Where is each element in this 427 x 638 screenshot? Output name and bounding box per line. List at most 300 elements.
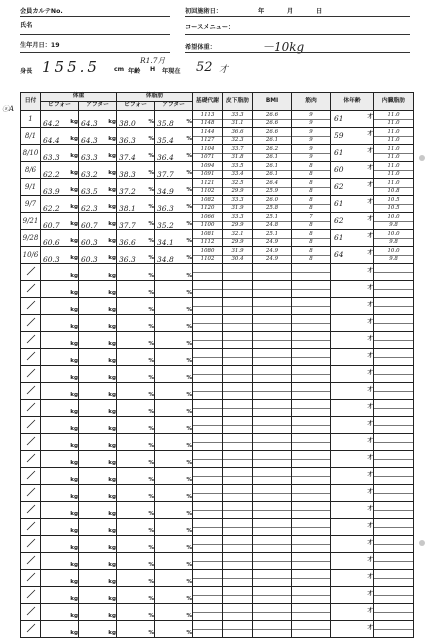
weight-after-cell[interactable] — [79, 621, 117, 638]
subq-cell[interactable] — [223, 485, 253, 502]
fat-before-cell[interactable] — [117, 519, 155, 536]
muscle-cell[interactable] — [292, 621, 331, 638]
visceral-cell[interactable] — [374, 111, 414, 128]
weight-before-cell[interactable] — [41, 281, 79, 298]
fat-after-cell[interactable] — [155, 587, 193, 604]
bmi-cell[interactable] — [253, 587, 292, 604]
date-cell[interactable] — [21, 264, 41, 281]
fat-before-cell[interactable] — [117, 570, 155, 587]
body-age-cell[interactable] — [331, 145, 374, 162]
bmi-cell[interactable] — [253, 332, 292, 349]
weight-after-cell[interactable] — [79, 196, 117, 213]
date-cell[interactable] — [21, 502, 41, 519]
visceral-cell[interactable] — [374, 604, 414, 621]
fat-before-cell[interactable] — [117, 128, 155, 145]
bmr-cell[interactable] — [193, 213, 223, 230]
body-age-cell[interactable] — [331, 213, 374, 230]
visceral-cell[interactable] — [374, 468, 414, 485]
visceral-cell[interactable] — [374, 315, 414, 332]
visceral-cell[interactable] — [374, 621, 414, 638]
subq-cell[interactable] — [223, 128, 253, 145]
bmr-cell[interactable] — [193, 451, 223, 468]
body-age-cell[interactable] — [331, 264, 374, 281]
fat-before-cell[interactable] — [117, 332, 155, 349]
fat-before-cell[interactable] — [117, 264, 155, 281]
subq-cell[interactable] — [223, 553, 253, 570]
fat-after-cell[interactable] — [155, 230, 193, 247]
weight-before-cell[interactable] — [41, 417, 79, 434]
weight-after-cell[interactable] — [79, 485, 117, 502]
subq-cell[interactable] — [223, 434, 253, 451]
weight-after-cell[interactable] — [79, 179, 117, 196]
fat-before-cell[interactable] — [117, 485, 155, 502]
body-age-cell[interactable] — [331, 298, 374, 315]
muscle-cell[interactable] — [292, 128, 331, 145]
muscle-cell[interactable] — [292, 111, 331, 128]
subq-cell[interactable] — [223, 332, 253, 349]
visceral-cell[interactable] — [374, 230, 414, 247]
fat-before-cell[interactable] — [117, 230, 155, 247]
bmi-cell[interactable] — [253, 468, 292, 485]
bmr-cell[interactable] — [193, 196, 223, 213]
weight-before-cell[interactable] — [41, 349, 79, 366]
fat-after-cell[interactable] — [155, 298, 193, 315]
bmi-cell[interactable] — [253, 162, 292, 179]
weight-after-cell[interactable] — [79, 434, 117, 451]
bmr-cell[interactable] — [193, 298, 223, 315]
bmi-cell[interactable] — [253, 111, 292, 128]
subq-cell[interactable] — [223, 383, 253, 400]
subq-cell[interactable] — [223, 264, 253, 281]
weight-before-cell[interactable] — [41, 264, 79, 281]
bmr-cell[interactable] — [193, 230, 223, 247]
fat-before-cell[interactable] — [117, 434, 155, 451]
date-cell[interactable] — [21, 434, 41, 451]
bmr-cell[interactable] — [193, 281, 223, 298]
bmi-cell[interactable] — [253, 621, 292, 638]
body-age-cell[interactable] — [331, 417, 374, 434]
weight-before-cell[interactable] — [41, 111, 79, 128]
fat-before-cell[interactable] — [117, 145, 155, 162]
weight-before-cell[interactable] — [41, 451, 79, 468]
bmr-cell[interactable] — [193, 485, 223, 502]
weight-after-cell[interactable] — [79, 502, 117, 519]
fat-after-cell[interactable] — [155, 451, 193, 468]
subq-cell[interactable] — [223, 111, 253, 128]
body-age-cell[interactable] — [331, 536, 374, 553]
date-cell[interactable]: 10/6 — [21, 247, 41, 264]
muscle-cell[interactable] — [292, 570, 331, 587]
fat-before-cell[interactable] — [117, 451, 155, 468]
subq-cell[interactable] — [223, 570, 253, 587]
fat-after-cell[interactable] — [155, 366, 193, 383]
visceral-cell[interactable] — [374, 332, 414, 349]
bmi-cell[interactable] — [253, 570, 292, 587]
weight-after-cell[interactable] — [79, 417, 117, 434]
visceral-cell[interactable] — [374, 536, 414, 553]
bmr-cell[interactable] — [193, 468, 223, 485]
visceral-cell[interactable] — [374, 383, 414, 400]
body-age-cell[interactable] — [331, 230, 374, 247]
weight-after-cell[interactable] — [79, 213, 117, 230]
bmr-cell[interactable] — [193, 417, 223, 434]
muscle-cell[interactable] — [292, 196, 331, 213]
bmi-cell[interactable] — [253, 519, 292, 536]
weight-after-cell[interactable] — [79, 247, 117, 264]
fat-after-cell[interactable] — [155, 400, 193, 417]
subq-cell[interactable] — [223, 196, 253, 213]
subq-cell[interactable] — [223, 349, 253, 366]
subq-cell[interactable] — [223, 502, 253, 519]
weight-before-cell[interactable] — [41, 485, 79, 502]
bmr-cell[interactable] — [193, 587, 223, 604]
fat-after-cell[interactable] — [155, 128, 193, 145]
fat-after-cell[interactable] — [155, 434, 193, 451]
fat-before-cell[interactable] — [117, 196, 155, 213]
weight-before-cell[interactable] — [41, 519, 79, 536]
subq-cell[interactable] — [223, 451, 253, 468]
bmr-cell[interactable] — [193, 434, 223, 451]
bmi-cell[interactable] — [253, 451, 292, 468]
subq-cell[interactable] — [223, 366, 253, 383]
bmr-cell[interactable] — [193, 383, 223, 400]
bmr-cell[interactable] — [193, 553, 223, 570]
weight-before-cell[interactable] — [41, 230, 79, 247]
bmi-cell[interactable] — [253, 247, 292, 264]
weight-after-cell[interactable] — [79, 451, 117, 468]
visceral-cell[interactable] — [374, 417, 414, 434]
muscle-cell[interactable] — [292, 213, 331, 230]
fat-before-cell[interactable] — [117, 468, 155, 485]
subq-cell[interactable] — [223, 145, 253, 162]
subq-cell[interactable] — [223, 213, 253, 230]
fat-after-cell[interactable] — [155, 247, 193, 264]
bmi-cell[interactable] — [253, 604, 292, 621]
date-cell[interactable]: 9/21 — [21, 213, 41, 230]
muscle-cell[interactable] — [292, 468, 331, 485]
visceral-cell[interactable] — [374, 247, 414, 264]
subq-cell[interactable] — [223, 519, 253, 536]
fat-before-cell[interactable] — [117, 298, 155, 315]
weight-after-cell[interactable] — [79, 264, 117, 281]
body-age-cell[interactable] — [331, 196, 374, 213]
fat-after-cell[interactable] — [155, 468, 193, 485]
bmi-cell[interactable] — [253, 485, 292, 502]
weight-before-cell[interactable] — [41, 434, 79, 451]
visceral-cell[interactable] — [374, 196, 414, 213]
visceral-cell[interactable] — [374, 366, 414, 383]
bmr-cell[interactable] — [193, 145, 223, 162]
weight-after-cell[interactable] — [79, 332, 117, 349]
weight-before-cell[interactable] — [41, 128, 79, 145]
subq-cell[interactable] — [223, 417, 253, 434]
body-age-cell[interactable] — [331, 485, 374, 502]
visceral-cell[interactable] — [374, 570, 414, 587]
bmi-cell[interactable] — [253, 400, 292, 417]
weight-after-cell[interactable] — [79, 587, 117, 604]
bmr-cell[interactable] — [193, 604, 223, 621]
fat-before-cell[interactable] — [117, 417, 155, 434]
weight-before-cell[interactable] — [41, 247, 79, 264]
body-age-cell[interactable] — [331, 366, 374, 383]
bmi-cell[interactable] — [253, 128, 292, 145]
fat-after-cell[interactable] — [155, 213, 193, 230]
bmi-cell[interactable] — [253, 553, 292, 570]
bmi-cell[interactable] — [253, 264, 292, 281]
body-age-cell[interactable] — [331, 604, 374, 621]
muscle-cell[interactable] — [292, 383, 331, 400]
bmr-cell[interactable] — [193, 570, 223, 587]
date-cell[interactable] — [21, 570, 41, 587]
subq-cell[interactable] — [223, 400, 253, 417]
date-cell[interactable] — [21, 604, 41, 621]
subq-cell[interactable] — [223, 230, 253, 247]
weight-after-cell[interactable] — [79, 230, 117, 247]
body-age-cell[interactable] — [331, 162, 374, 179]
bmi-cell[interactable] — [253, 315, 292, 332]
fat-after-cell[interactable] — [155, 417, 193, 434]
muscle-cell[interactable] — [292, 145, 331, 162]
weight-after-cell[interactable] — [79, 553, 117, 570]
weight-after-cell[interactable] — [79, 519, 117, 536]
muscle-cell[interactable] — [292, 417, 331, 434]
weight-after-cell[interactable] — [79, 366, 117, 383]
visceral-cell[interactable] — [374, 281, 414, 298]
visceral-cell[interactable] — [374, 179, 414, 196]
body-age-cell[interactable] — [331, 451, 374, 468]
fat-after-cell[interactable] — [155, 349, 193, 366]
date-cell[interactable] — [21, 587, 41, 604]
date-cell[interactable] — [21, 468, 41, 485]
weight-after-cell[interactable] — [79, 400, 117, 417]
bmi-cell[interactable] — [253, 502, 292, 519]
bmr-cell[interactable] — [193, 366, 223, 383]
weight-after-cell[interactable] — [79, 383, 117, 400]
fat-after-cell[interactable] — [155, 315, 193, 332]
weight-before-cell[interactable] — [41, 604, 79, 621]
bmi-cell[interactable] — [253, 213, 292, 230]
bmr-cell[interactable] — [193, 264, 223, 281]
bmi-cell[interactable] — [253, 145, 292, 162]
bmr-cell[interactable] — [193, 315, 223, 332]
fat-after-cell[interactable] — [155, 485, 193, 502]
body-age-cell[interactable] — [331, 587, 374, 604]
weight-before-cell[interactable] — [41, 502, 79, 519]
weight-before-cell[interactable] — [41, 621, 79, 638]
body-age-cell[interactable] — [331, 502, 374, 519]
muscle-cell[interactable] — [292, 230, 331, 247]
fat-before-cell[interactable] — [117, 315, 155, 332]
fat-before-cell[interactable] — [117, 247, 155, 264]
visceral-cell[interactable] — [374, 128, 414, 145]
muscle-cell[interactable] — [292, 434, 331, 451]
subq-cell[interactable] — [223, 536, 253, 553]
bmr-cell[interactable] — [193, 519, 223, 536]
date-cell[interactable]: 8/1 — [21, 128, 41, 145]
fat-after-cell[interactable] — [155, 553, 193, 570]
body-age-cell[interactable] — [331, 383, 374, 400]
date-cell[interactable]: 9/1 — [21, 179, 41, 196]
body-age-cell[interactable] — [331, 281, 374, 298]
fat-before-cell[interactable] — [117, 587, 155, 604]
visceral-cell[interactable] — [374, 434, 414, 451]
body-age-cell[interactable] — [331, 570, 374, 587]
fat-after-cell[interactable] — [155, 536, 193, 553]
subq-cell[interactable] — [223, 162, 253, 179]
visceral-cell[interactable] — [374, 298, 414, 315]
date-cell[interactable]: 9/7 — [21, 196, 41, 213]
muscle-cell[interactable] — [292, 315, 331, 332]
weight-after-cell[interactable] — [79, 349, 117, 366]
bmr-cell[interactable] — [193, 179, 223, 196]
bmr-cell[interactable] — [193, 247, 223, 264]
weight-before-cell[interactable] — [41, 145, 79, 162]
body-age-cell[interactable] — [331, 247, 374, 264]
visceral-cell[interactable] — [374, 502, 414, 519]
fat-after-cell[interactable] — [155, 145, 193, 162]
muscle-cell[interactable] — [292, 604, 331, 621]
muscle-cell[interactable] — [292, 298, 331, 315]
visceral-cell[interactable] — [374, 485, 414, 502]
fat-before-cell[interactable] — [117, 383, 155, 400]
bmi-cell[interactable] — [253, 366, 292, 383]
date-cell[interactable] — [21, 621, 41, 638]
fat-after-cell[interactable] — [155, 383, 193, 400]
weight-before-cell[interactable] — [41, 536, 79, 553]
visceral-cell[interactable] — [374, 519, 414, 536]
body-age-cell[interactable] — [331, 468, 374, 485]
weight-before-cell[interactable] — [41, 332, 79, 349]
fat-after-cell[interactable] — [155, 604, 193, 621]
body-age-cell[interactable] — [331, 315, 374, 332]
date-cell[interactable] — [21, 417, 41, 434]
visceral-cell[interactable] — [374, 400, 414, 417]
fat-after-cell[interactable] — [155, 111, 193, 128]
fat-before-cell[interactable] — [117, 604, 155, 621]
date-cell[interactable] — [21, 451, 41, 468]
bmr-cell[interactable] — [193, 332, 223, 349]
fat-after-cell[interactable] — [155, 332, 193, 349]
weight-before-cell[interactable] — [41, 553, 79, 570]
weight-after-cell[interactable] — [79, 570, 117, 587]
muscle-cell[interactable] — [292, 264, 331, 281]
muscle-cell[interactable] — [292, 247, 331, 264]
fat-after-cell[interactable] — [155, 570, 193, 587]
bmr-cell[interactable] — [193, 349, 223, 366]
weight-before-cell[interactable] — [41, 196, 79, 213]
bmr-cell[interactable] — [193, 621, 223, 638]
date-cell[interactable] — [21, 383, 41, 400]
weight-after-cell[interactable] — [79, 315, 117, 332]
bmi-cell[interactable] — [253, 179, 292, 196]
bmr-cell[interactable] — [193, 536, 223, 553]
bmi-cell[interactable] — [253, 298, 292, 315]
subq-cell[interactable] — [223, 315, 253, 332]
bmr-cell[interactable] — [193, 502, 223, 519]
fat-after-cell[interactable] — [155, 179, 193, 196]
body-age-cell[interactable] — [331, 621, 374, 638]
date-cell[interactable] — [21, 281, 41, 298]
subq-cell[interactable] — [223, 281, 253, 298]
visceral-cell[interactable] — [374, 451, 414, 468]
fat-before-cell[interactable] — [117, 162, 155, 179]
muscle-cell[interactable] — [292, 519, 331, 536]
weight-before-cell[interactable] — [41, 179, 79, 196]
muscle-cell[interactable] — [292, 400, 331, 417]
body-age-cell[interactable] — [331, 332, 374, 349]
muscle-cell[interactable] — [292, 553, 331, 570]
weight-before-cell[interactable] — [41, 383, 79, 400]
weight-before-cell[interactable] — [41, 298, 79, 315]
muscle-cell[interactable] — [292, 485, 331, 502]
fat-after-cell[interactable] — [155, 621, 193, 638]
body-age-cell[interactable] — [331, 519, 374, 536]
weight-before-cell[interactable] — [41, 213, 79, 230]
visceral-cell[interactable] — [374, 349, 414, 366]
bmi-cell[interactable] — [253, 383, 292, 400]
bmr-cell[interactable] — [193, 128, 223, 145]
weight-after-cell[interactable] — [79, 128, 117, 145]
muscle-cell[interactable] — [292, 536, 331, 553]
weight-before-cell[interactable] — [41, 570, 79, 587]
fat-before-cell[interactable] — [117, 213, 155, 230]
muscle-cell[interactable] — [292, 162, 331, 179]
subq-cell[interactable] — [223, 621, 253, 638]
bmi-cell[interactable] — [253, 417, 292, 434]
muscle-cell[interactable] — [292, 179, 331, 196]
body-age-cell[interactable] — [331, 553, 374, 570]
weight-after-cell[interactable] — [79, 468, 117, 485]
subq-cell[interactable] — [223, 587, 253, 604]
body-age-cell[interactable] — [331, 128, 374, 145]
fat-before-cell[interactable] — [117, 536, 155, 553]
date-cell[interactable] — [21, 553, 41, 570]
muscle-cell[interactable] — [292, 587, 331, 604]
fat-before-cell[interactable] — [117, 400, 155, 417]
weight-after-cell[interactable] — [79, 145, 117, 162]
visceral-cell[interactable] — [374, 162, 414, 179]
bmi-cell[interactable] — [253, 536, 292, 553]
weight-before-cell[interactable] — [41, 468, 79, 485]
visceral-cell[interactable] — [374, 264, 414, 281]
date-cell[interactable]: 8/6 — [21, 162, 41, 179]
weight-before-cell[interactable] — [41, 315, 79, 332]
date-cell[interactable] — [21, 536, 41, 553]
date-cell[interactable] — [21, 315, 41, 332]
bmi-cell[interactable] — [253, 281, 292, 298]
bmi-cell[interactable] — [253, 196, 292, 213]
date-cell[interactable] — [21, 349, 41, 366]
bmr-cell[interactable] — [193, 400, 223, 417]
subq-cell[interactable] — [223, 247, 253, 264]
fat-before-cell[interactable] — [117, 366, 155, 383]
fat-before-cell[interactable] — [117, 281, 155, 298]
subq-cell[interactable] — [223, 468, 253, 485]
bmi-cell[interactable] — [253, 230, 292, 247]
fat-before-cell[interactable] — [117, 553, 155, 570]
date-cell[interactable] — [21, 519, 41, 536]
fat-before-cell[interactable] — [117, 111, 155, 128]
body-age-cell[interactable] — [331, 111, 374, 128]
body-age-cell[interactable] — [331, 179, 374, 196]
fat-after-cell[interactable] — [155, 162, 193, 179]
date-cell[interactable]: 1 — [21, 111, 41, 128]
bmi-cell[interactable] — [253, 349, 292, 366]
visceral-cell[interactable] — [374, 553, 414, 570]
date-cell[interactable] — [21, 366, 41, 383]
subq-cell[interactable] — [223, 179, 253, 196]
subq-cell[interactable] — [223, 298, 253, 315]
